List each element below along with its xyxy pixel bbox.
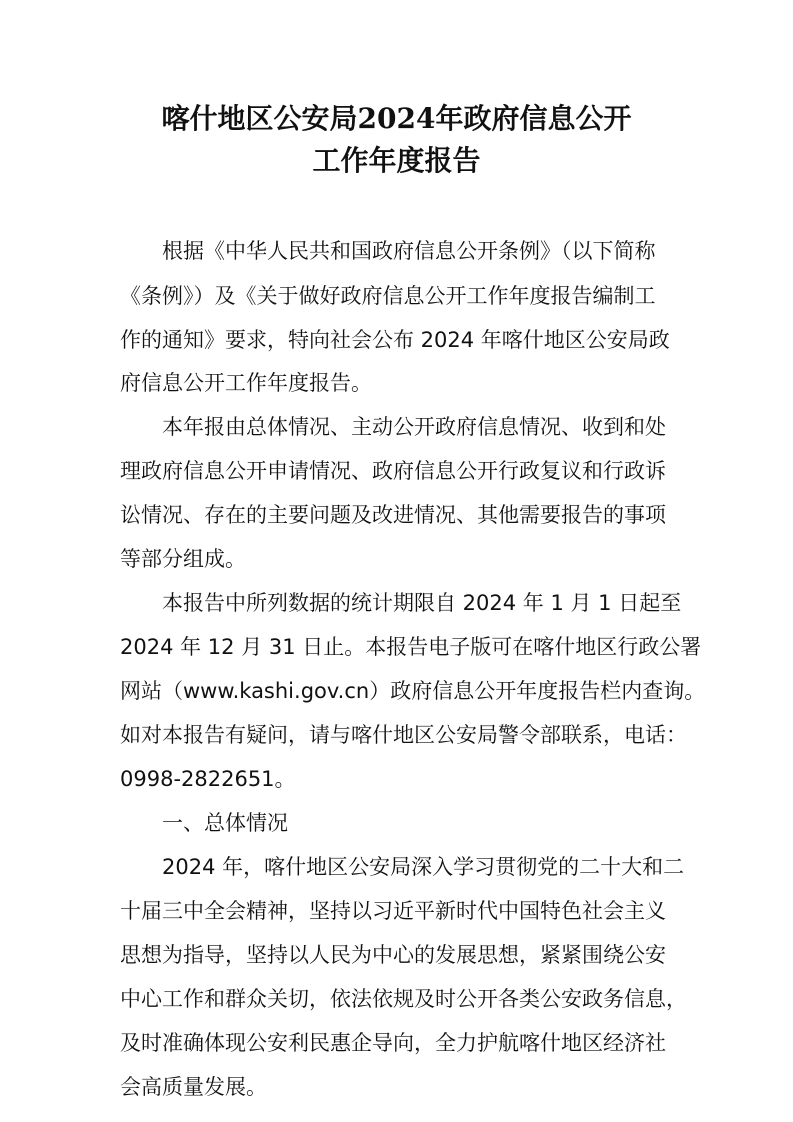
paragraph-2-line-1: 本年报由总体情况、主动公开政府信息情况、收到和处 xyxy=(162,415,666,439)
paragraph-4-line-4: 中心工作和群众关切，依法依规及时公开各类公安政务信息， xyxy=(120,987,687,1011)
paragraph-2-line-4: 等部分组成。 xyxy=(120,547,246,571)
report-title-line-2: 工作年度报告 xyxy=(312,144,481,177)
paragraph-4-line-6: 会高质量发展。 xyxy=(120,1075,267,1099)
paragraph-1-line-3: 作的通知》要求，特向社会公布 2024 年喀什地区公安局政 xyxy=(120,328,670,352)
report-title-line-1: 喀什地区公安局2024年政府信息公开 xyxy=(161,102,632,135)
paragraph-3-line-1: 本报告中所列数据的统计期限自 2024 年 1 月 1 日起至 xyxy=(162,591,682,615)
paragraph-1-line-1: 根据《中华人民共和国政府信息公开条例》（以下简称 xyxy=(162,239,656,263)
paragraph-3-line-4: 如对本报告有疑问，请与喀什地区公安局警令部联系，电话： xyxy=(120,723,687,747)
paragraph-4-line-3: 思想为指导，坚持以人民为中心的发展思想，紧紧围绕公安 xyxy=(120,943,666,967)
paragraph-4-line-5: 及时准确体现公安利民惠企导向，全力护航喀什地区经济社 xyxy=(120,1031,666,1055)
paragraph-3-line-5: 0998-2822651。 xyxy=(120,767,296,791)
paragraph-4-line-2: 十届三中全会精神，坚持以习近平新时代中国特色社会主义 xyxy=(120,899,666,923)
paragraph-3-line-3: 网站（www.kashi.gov.cn）政府信息公开年度报告栏内查询。 xyxy=(120,679,706,703)
paragraph-1-line-2: 《条例》）及《关于做好政府信息公开工作年度报告编制工 xyxy=(120,284,656,308)
paragraph-3-line-2: 2024 年 12 月 31 日止。本报告电子版可在喀什地区行政公署 xyxy=(120,635,702,659)
paragraph-4-line-1: 2024 年，喀什地区公安局深入学习贯彻党的二十大和二 xyxy=(162,855,685,879)
paragraph-1-line-4: 府信息公开工作年度报告。 xyxy=(120,371,372,395)
section-heading-overview: 一、总体情况 xyxy=(162,811,288,835)
paragraph-2-line-3: 讼情况、存在的主要问题及改进情况、其他需要报告的事项 xyxy=(120,503,666,527)
paragraph-2-line-2: 理政府信息公开申请情况、政府信息公开行政复议和行政诉 xyxy=(120,459,666,483)
